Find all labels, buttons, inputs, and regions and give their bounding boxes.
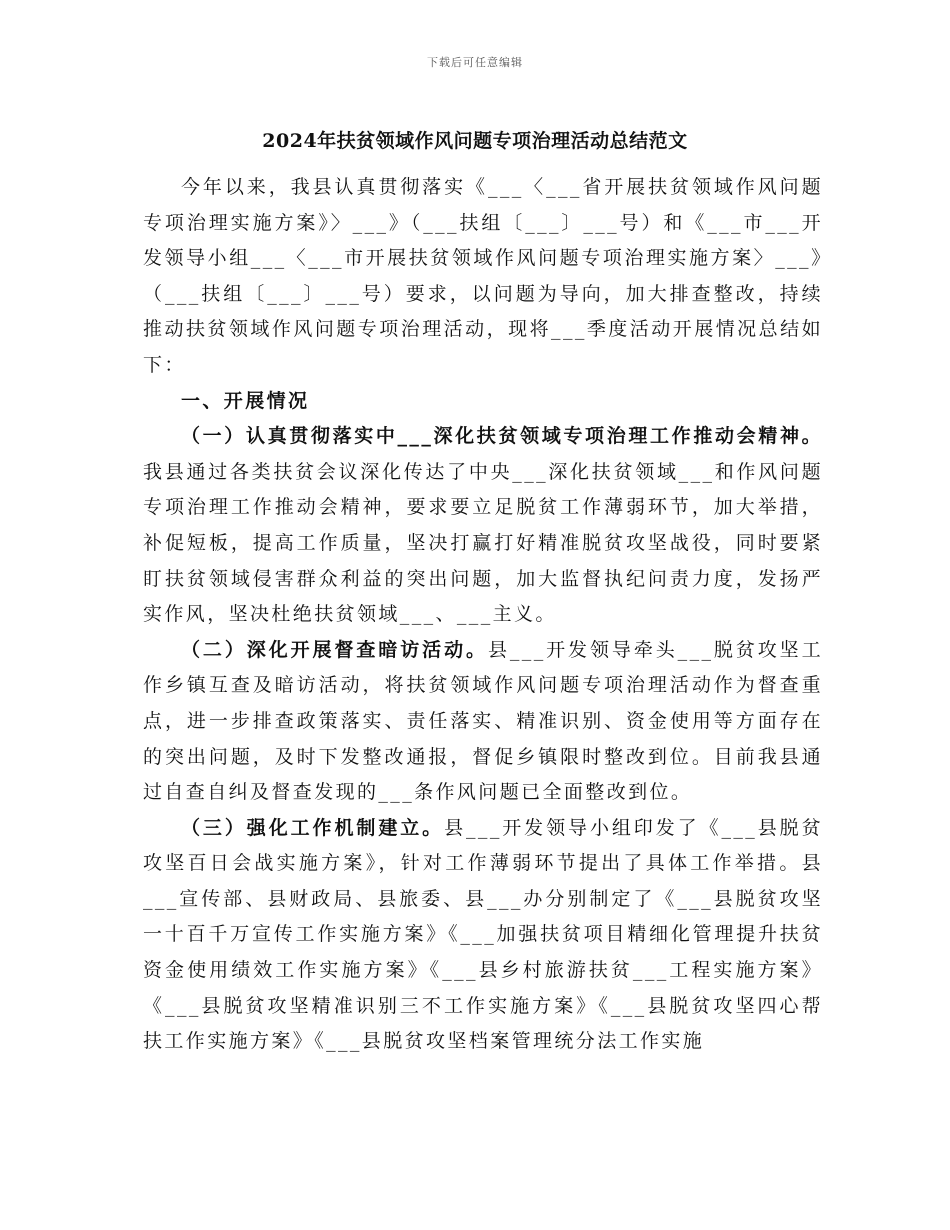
item-text: 我县通过各类扶贫会议深化传达了中央___深化扶贫领域___和作风问题专项治理工作推动会精神，要求要立足脱贫工作薄弱环节，加大举措，补促短板，提高工作质量，坚决打赢打好精准脱贫攻坚战役，同时要紧盯扶贫领域侵害群众利益的突出问题，加大监督执纪问责力度，发扬严实作风，坚决杜绝扶贫领域___、___主义。 — [143, 460, 823, 626]
item-paragraph — [143, 633, 823, 811]
section-heading: 一、开展情况 — [181, 389, 310, 412]
document-body — [143, 170, 823, 1060]
document-title: 2024年扶贫领域作风问题专项治理活动总结范文 — [262, 130, 688, 152]
header-note: 下载后可任意编辑 — [427, 56, 523, 69]
intro-paragraph: 今年以来，我县认真贯彻落实《___〈___省开展扶贫领域作风问题专项治理实施方案》〉___》（___扶组〔___〕___号）和《___市___开发领导小组___〈___市开展扶贫领域作风问题专项治理实施方案〉___》（___扶组〔___〕___号）要求，以问题为导向，加大排查整改，持续推动扶贫领域作风问题专项治理活动，现将___季度活动开展情况总结如下： — [143, 176, 823, 376]
item-paragraph — [143, 419, 823, 633]
item-heading: （三）强化工作机制建立。 — [181, 816, 445, 839]
item-heading: （二）深化开展督查暗访活动。 — [181, 638, 488, 661]
item-paragraph — [143, 811, 823, 1060]
item-heading: （一）认真贯彻落实中___深化扶贫领域专项治理工作推动会精神。 — [181, 425, 823, 448]
item-text: 县___开发领导牵头___脱贫攻坚工作乡镇互查及暗访活动，将扶贫领域作风问题专项治理活动作为督查重点，进一步排查政策落实、责任落实、精准识别、资金使用等方面存在的突出问题，及时下发整改通报，督促乡镇限时整改到位。目前我县通过自查自纠及督查发现的___条作风问题已全面整改到位。 — [143, 638, 824, 804]
item-text: 县___开发领导小组印发了《___县脱贫攻坚百日会战实施方案》，针对工作薄弱环节提出了具体工作举措。县___宣传部、县财政局、县旅委、县___办分别制定了《___县脱贫攻坚一十百千万宣传工作实施方案》《___加强扶贫项目精细化管理提升扶贫资金使用绩效工作实施方案》《___县乡村旅游扶贫___工程实施方案》《___县脱贫攻坚精准识别三不工作实施方案》《___县脱贫攻坚四心帮扶工作实施方案》《___县脱贫攻坚档案管理统分法工作实施 — [143, 816, 823, 1053]
